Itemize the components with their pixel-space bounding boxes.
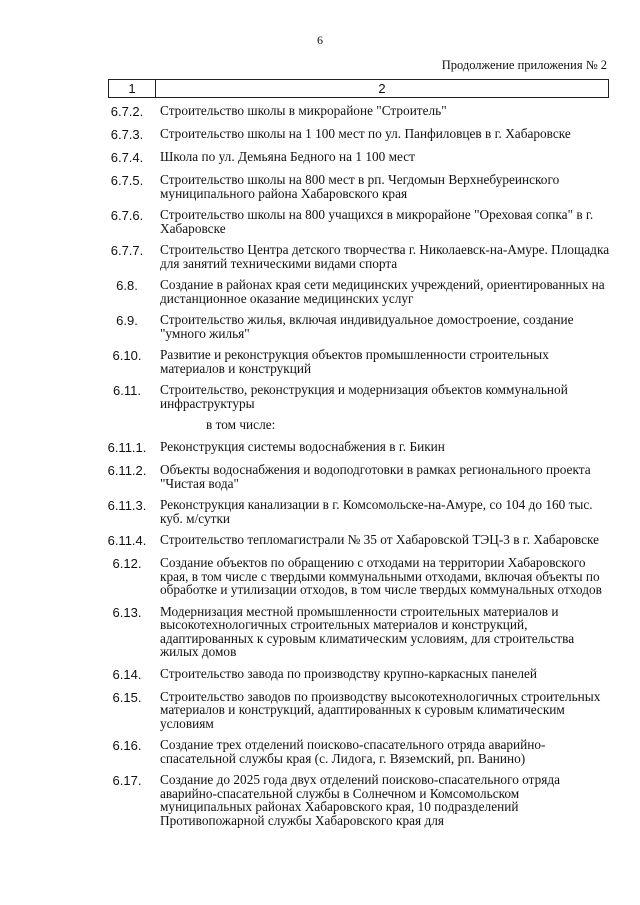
item-text: Строительство тепломагистрали № 35 от Хабаровской ТЭЦ-3 в г. Хабаровске — [160, 532, 600, 547]
list-item — [100, 605, 612, 659]
list-item — [100, 463, 612, 490]
item-text: Модернизация местной промышленности строительных материалов и высокотехнологичных строительных материалов и конструкций, адаптированных к суровым климатическим условиям, для строительства жилых домов — [160, 603, 575, 659]
item-number: 6.7.4. — [110, 150, 144, 165]
item-number: 6.16. — [112, 738, 142, 753]
item-text: Строительство Центра детского творчества г. Николаевск-на-Амуре. Площадка для занятий техническими видами спорта — [160, 242, 610, 271]
item-number: 6.11.2. — [107, 463, 147, 478]
item-list — [100, 104, 612, 835]
item-text: Развитие и реконструкция объектов промышленности строительных материалов и конструкций — [160, 347, 549, 376]
item-text: Строительство школы на 800 мест в рп. Чегдомын Верхнебуреинского муниципального района Хабаровского края — [160, 172, 560, 201]
item-number: 6.11.1. — [107, 440, 147, 455]
item-text: Школа по ул. Демьяна Бедного на 1 100 мест — [160, 149, 415, 164]
item-number: 6.11. — [113, 383, 141, 398]
list-item — [100, 278, 612, 305]
item-number: 6.10. — [112, 348, 142, 363]
item-number: 6.7.3. — [110, 127, 144, 142]
item-text: Создание объектов по обращению с отходами на территории Хабаровского края, в том числе с твердыми коммунальными отходами, включая объекты по обработке и утилизации отходов, в том числе твердых коммунальных отходов — [160, 555, 602, 597]
item-number: 6.9. — [116, 313, 138, 328]
continuation-label: Продолжение приложения № 2 — [441, 58, 607, 72]
item-text: Создание трех отделений поисково-спасательного отряда аварийно-спасательной службы края (с. Лидога, г. Вяземский, рп. Ванино) — [160, 737, 546, 766]
list-item — [100, 556, 612, 597]
list-item — [100, 667, 612, 682]
list-item — [100, 773, 612, 827]
item-number: 6.17. — [112, 773, 142, 788]
item-text: Объекты водоснабжения и водоподготовки в рамках регионального проекта "Чистая вода" — [160, 462, 591, 491]
list-item — [100, 243, 612, 270]
list-item — [100, 690, 612, 731]
column-header-table — [108, 79, 609, 98]
item-number: 6.7.2. — [110, 104, 144, 119]
list-item — [100, 533, 612, 548]
item-number: 6.13. — [112, 604, 142, 620]
item-text: Строительство заводов по производству высокотехнологичных строительных материалов и конструкций, адаптированных к суровым климатическим условиям — [160, 688, 601, 731]
column-header-2: 2 — [156, 80, 609, 98]
list-item — [100, 440, 612, 455]
column-header-1: 1 — [109, 80, 156, 98]
item-text: Строительство, реконструкция и модернизация объектов коммунальной инфраструктуры — [160, 382, 568, 411]
list-item — [100, 173, 612, 200]
list-item — [100, 313, 612, 340]
list-item — [100, 127, 612, 142]
item-text: Строительство школы на 1 100 мест по ул. Панфиловцев в г. Хабаровске — [160, 126, 571, 141]
list-item — [100, 738, 612, 765]
item-number: 6.7.6. — [110, 208, 144, 223]
item-text: Строительство школы на 800 учащихся в микрорайоне "Ореховая сопка" в г. Хабаровске — [160, 207, 594, 236]
item-number: 6.14. — [112, 666, 142, 682]
item-number: 6.15. — [112, 689, 142, 705]
item-number: 6.11.4. — [107, 533, 147, 548]
page-number: 6 — [317, 33, 323, 47]
list-item — [100, 383, 612, 410]
list-item — [100, 104, 612, 119]
item-number: 6.11.3. — [107, 498, 147, 513]
item-text: Создание до 2025 года двух отделений поисково-спасательного отряда аварийно-спасательной службы в Солнечном и Комсомольском муниципальных районах Хабаровского края, 10 подразделений Противопожарной службы Хабаровского края для — [160, 772, 561, 828]
item-number: 6.7.7. — [110, 243, 144, 258]
item-number: 6.7.5. — [110, 173, 144, 188]
list-item — [100, 150, 612, 165]
item-number: 6.12. — [112, 556, 142, 571]
list-item — [100, 348, 612, 375]
list-item — [100, 208, 612, 235]
item-text: Строительство школы в микрорайоне "Строитель" — [160, 103, 447, 118]
item-text: Строительство жилья, включая индивидуальное домостроение, создание "умного жилья" — [160, 312, 574, 341]
item-number: 6.8. — [116, 278, 138, 293]
item-text: Реконструкция системы водоснабжения в г. Бикин — [160, 439, 445, 454]
subheading: в том числе: — [206, 417, 276, 432]
item-text: Создание в районах края сети медицинских учреждений, ориентированных на дистанционное оказание медицинских услуг — [160, 277, 605, 306]
item-text: Строительство завода по производству крупно-каркасных панелей — [160, 665, 538, 681]
item-text: Реконструкция канализации в г. Комсомольске-на-Амуре, со 104 до 160 тыс. куб. м/сутки — [160, 497, 593, 526]
list-item — [100, 498, 612, 525]
